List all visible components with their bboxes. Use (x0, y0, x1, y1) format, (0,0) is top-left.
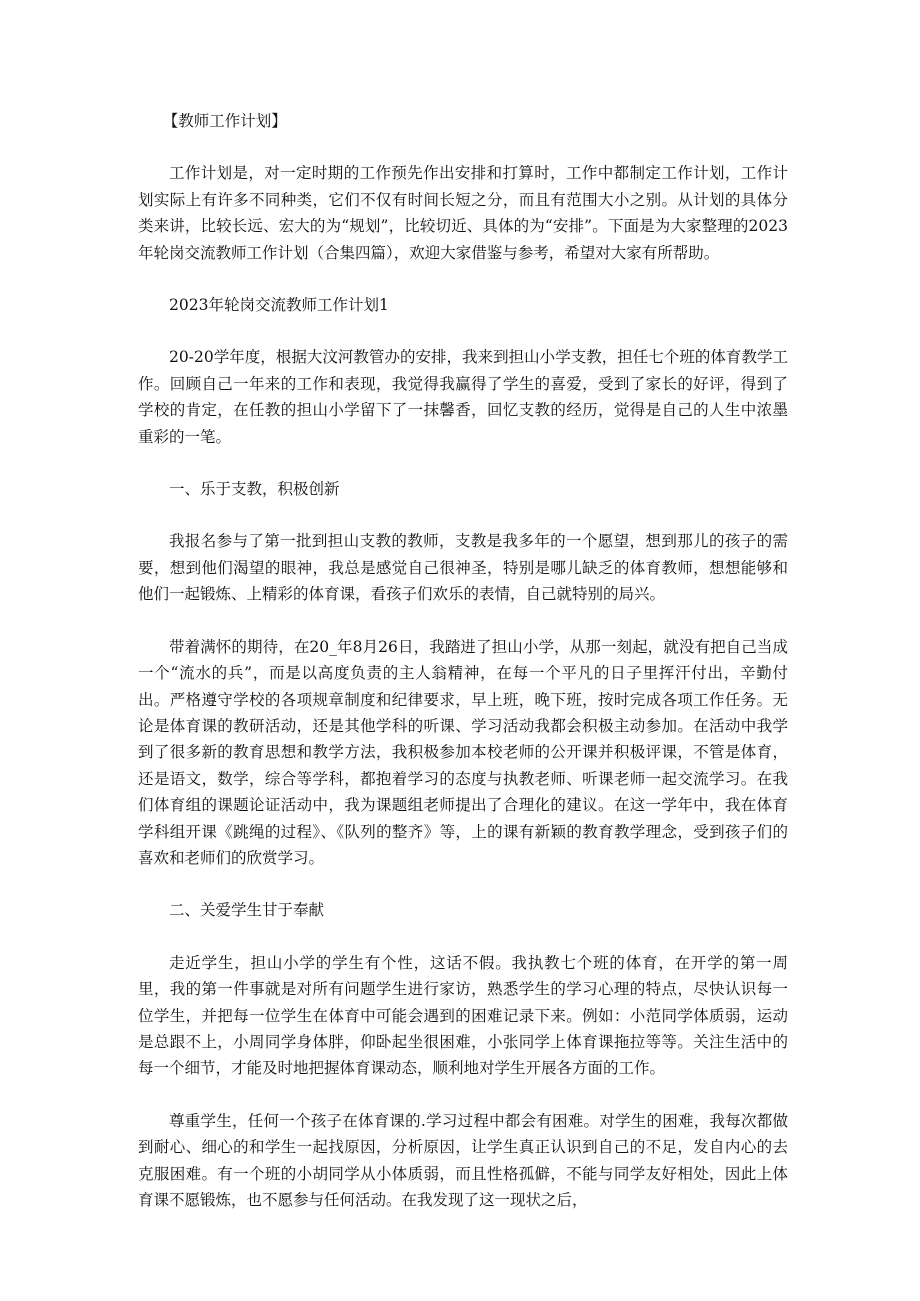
intro-paragraph: 工作计划是，对一定时期的工作预先作出安排和打算时，工作中都制定工作计划，工作计划实际上有许多不同种类，它们不仅有时间长短之分，而且有范围大小之别。从计划的具体分类来讲，比较长远、宏大的为“规划”，比较切近、具体的为“安排”。下面是为大家整理的2023年轮岗交流教师工作计划（合集四篇），欢迎大家借鉴与参考，希望对大家有所帮助。 (138, 164, 788, 262)
paragraph-4: 走近学生，担山小学的学生有个性，这话不假。我执教七个班的体育，在开学的第一周里，我的第一件事就是对所有问题学生进行家访，熟悉学生的学习心理的特点，尽快认识每一位学生，并把每一位学生在体育中可能会遇到的困难记录下来。例如：小范同学体质弱，运动是总跟不上，小周同学身体胖，仰卧起坐很困难，小张同学上体育课拖拉等等。关注生活中的每一个细节，才能及时地把握体育课动态，顺利地对学生开展各方面的工作。 (138, 953, 788, 1078)
document-body (138, 108, 788, 1239)
document-title: 【教师工作计划】 (162, 112, 287, 130)
paragraph-3: 带着满怀的期待，在20_年8月26日，我踏进了担山小学，从那一刻起，就没有把自己当成一个“流水的兵”，而是以高度负责的主人翁精神，在每一个平凡的日子里挥汗付出，辛勤付出。严格遵守学校的各项规章制度和纪律要求，早上班，晚下班，按时完成各项工作任务。无论是体育课的教研活动，还是其他学科的听课、学习活动我都会积极主动参加。在活动中我学到了很多新的教育思想和教学方法，我积极参加本校老师的公开课并积极评课，不管是体育，还是语文，数学，综合等学科，都抱着学习的态度与执教老师、听课老师一起交流学习。在我们体育组的课题论证活动中，我为课题组老师提出了合理化的建议。在这一学年中，我在体育学科组开课《跳绳的过程》、《队列的整齐》等，上的课有新颖的教育教学理念，受到孩子们的喜欢和老师们的欣赏学习。 (138, 637, 788, 867)
section-2-heading: 二、关爱学生甘于奉献 (169, 901, 325, 920)
paragraph-1: 20-20学年度，根据大汶河教管办的安排，我来到担山小学支教，担任七个班的体育教学工作。回顾自己一年来的工作和表现，我觉得我赢得了学生的喜爱，受到了家长的好评，得到了学校的肯定，在任教的担山小学留下了一抹馨香，回忆支教的经历，觉得是自己的人生中浓墨重彩的一笔。 (138, 348, 788, 446)
paragraph-2: 我报名参与了第一批到担山支教的教师，支教是我多年的一个愿望，想到那儿的孩子的需要，想到他们渴望的眼神，我总是感觉自己很神圣，特别是哪儿缺乏的体育教师，想想能够和他们一起锻炼、上精彩的体育课，看孩子们欢乐的表情，自己就特别的局兴。 (138, 532, 788, 604)
paragraph-5: 尊重学生，任何一个孩子在体育课的.学习过程中都会有困难。对学生的困难，我每次都做到耐心、细心的和学生一起找原因，分析原因，让学生真正认识到自己的不足，发自内心的去克服困难。有一个班的小胡同学从小体质弱，而且性格孤僻，不能与同学友好相处，因此上体育课不愿锻炼，也不愿参与任何活动。在我发现了这一现状之后， (138, 1111, 788, 1209)
section-1-heading: 一、乐于支教，积极创新 (169, 480, 340, 499)
plan-title: 2023年轮岗交流教师工作计划1 (169, 296, 389, 315)
